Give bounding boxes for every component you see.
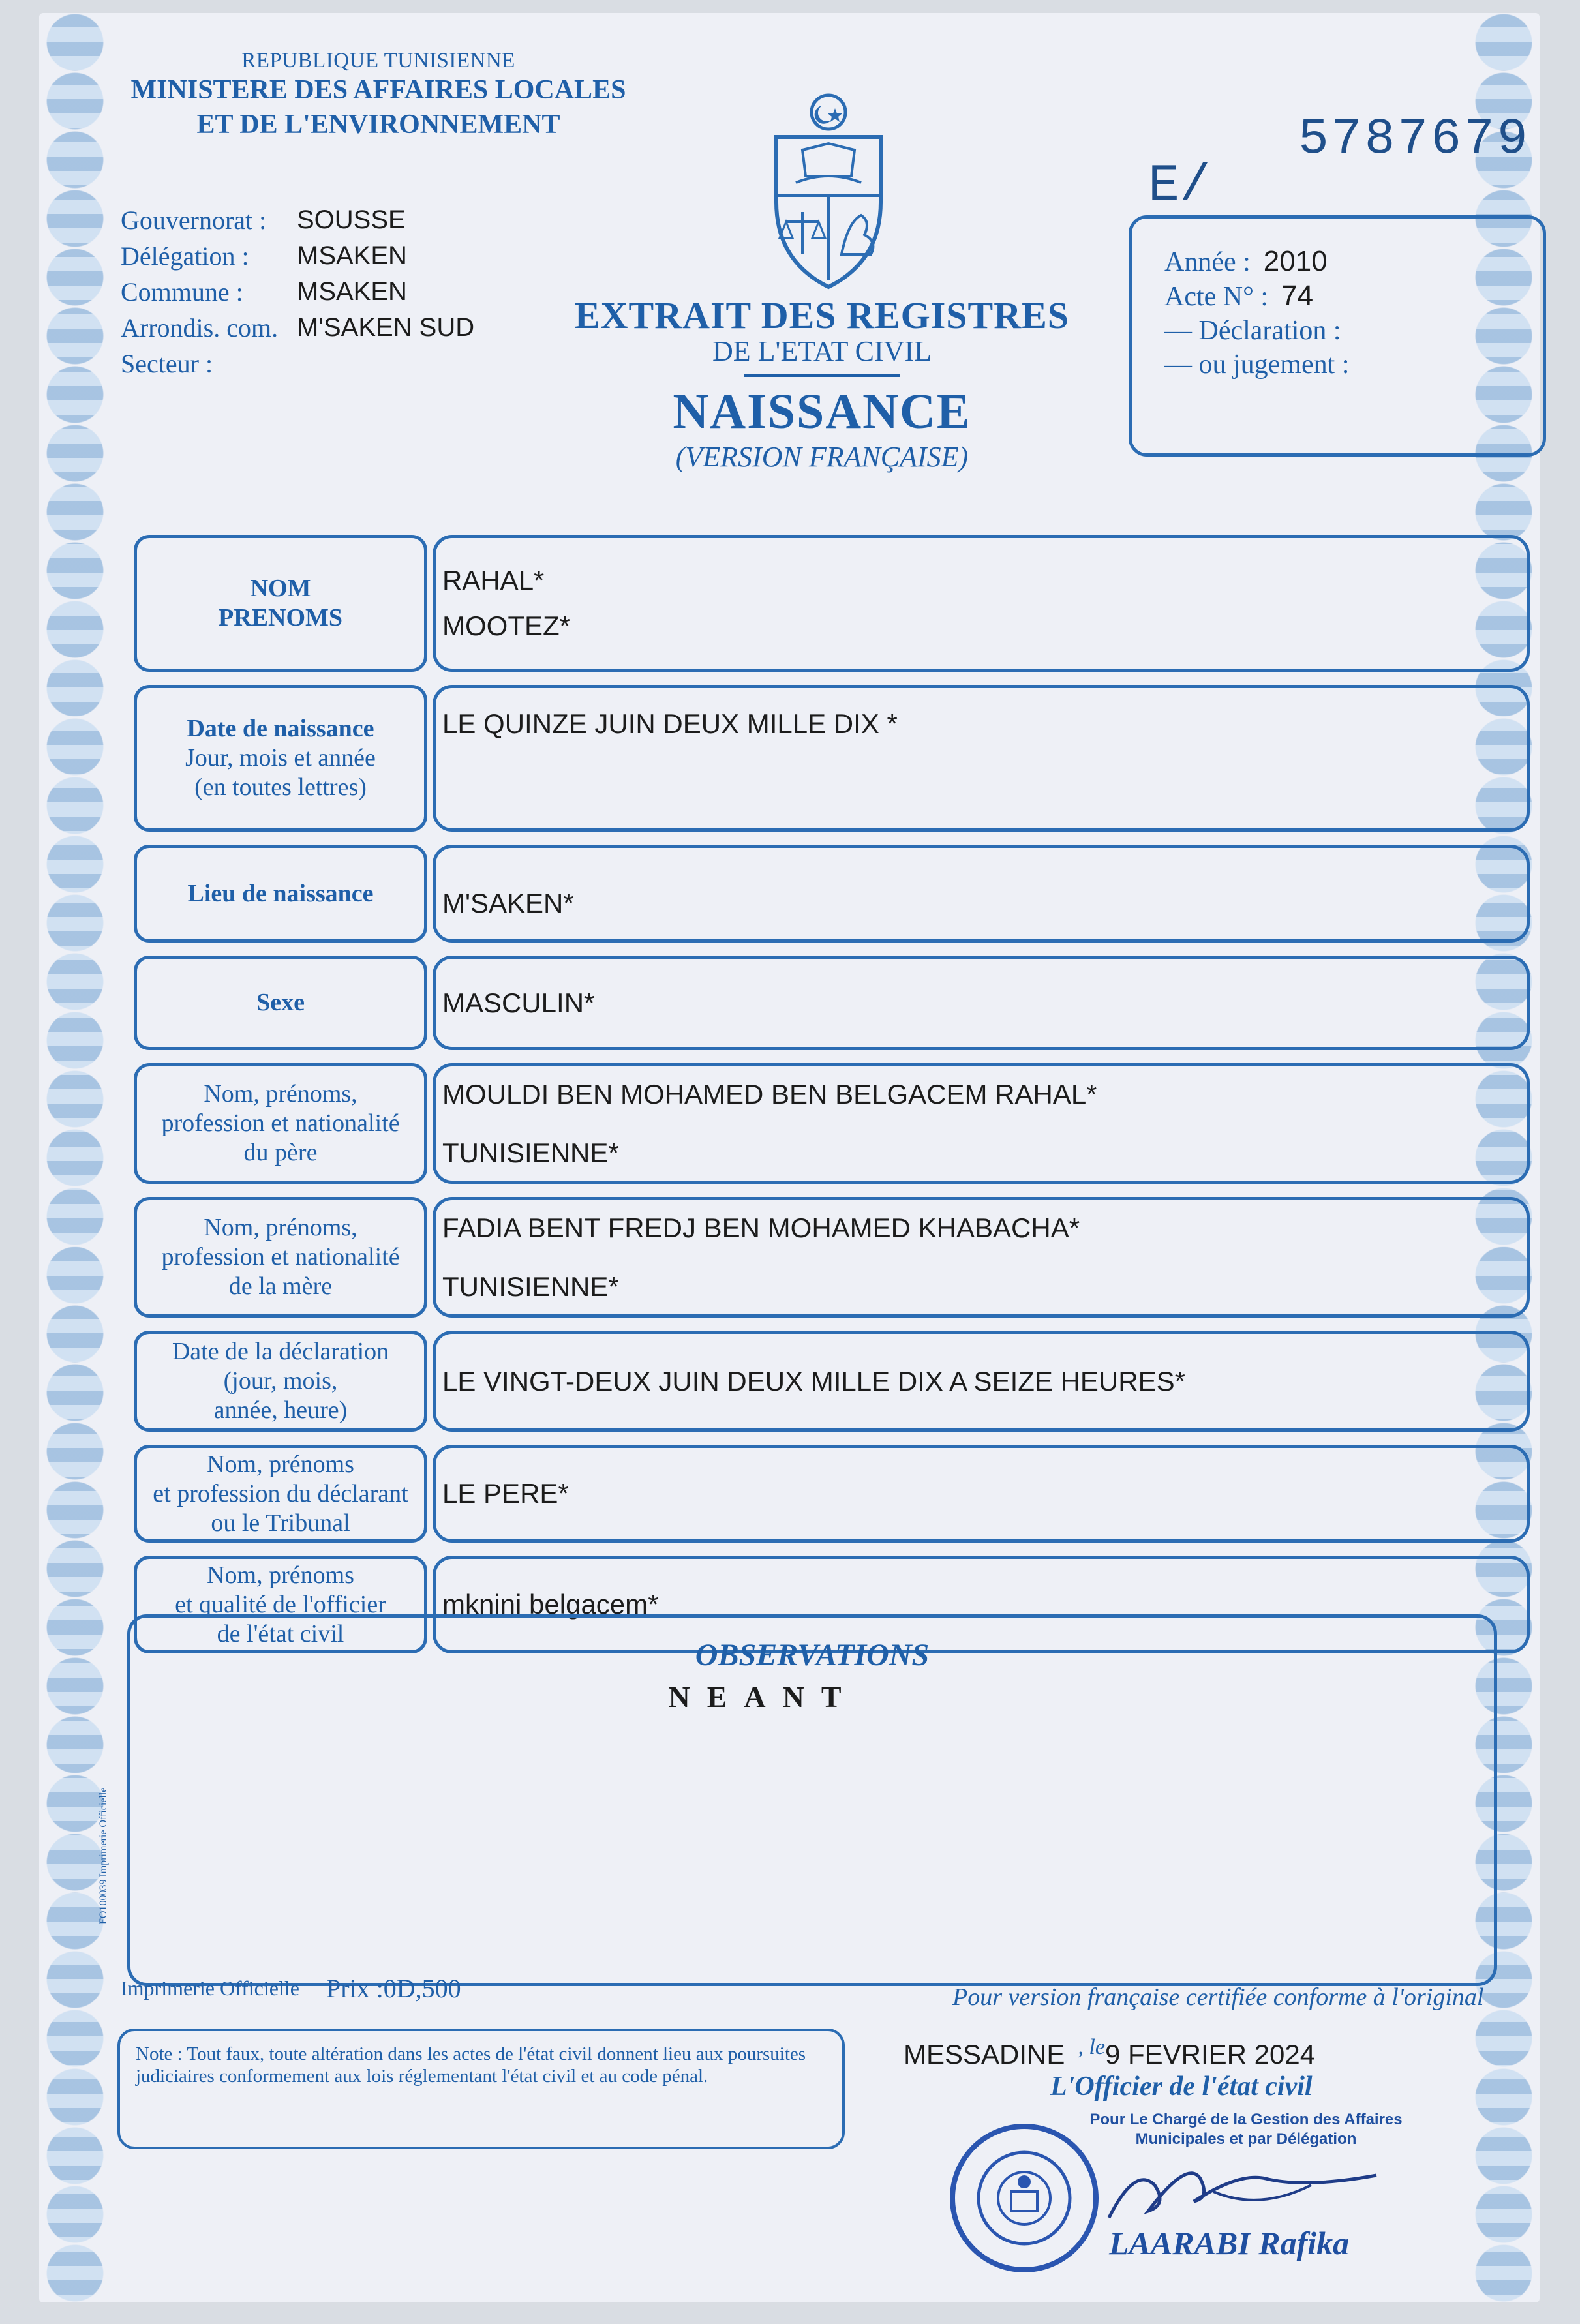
sexe-value: MASCULIN* bbox=[442, 987, 595, 1018]
lieu-label-text: Lieu de naissance bbox=[187, 879, 374, 907]
commune-value: MSAKEN bbox=[297, 277, 407, 306]
secteur-label: Secteur : bbox=[121, 349, 213, 378]
date-label-line-1: Date de naissance bbox=[187, 715, 374, 742]
officier-title: L'Officier de l'état civil bbox=[1050, 2072, 1313, 2102]
nom-value: RAHAL* bbox=[442, 565, 545, 596]
decl-label-line-3: année, heure) bbox=[213, 1396, 348, 1424]
row-date-naissance bbox=[134, 685, 1530, 832]
officier-label-line-1: Nom, prénoms bbox=[207, 1561, 354, 1589]
title-divider bbox=[744, 374, 900, 377]
decorative-border-left bbox=[39, 13, 111, 2302]
mere-label-line-1: Nom, prénoms, bbox=[204, 1214, 357, 1241]
nom-prenoms-field bbox=[433, 535, 1530, 672]
arrondissement-label: Arrondis. com. bbox=[121, 313, 279, 342]
date-naissance-value: LE QUINZE JUIN DEUX MILLE DIX * bbox=[442, 708, 898, 739]
commune-label: Commune : bbox=[121, 277, 243, 307]
title-line-1: EXTRAIT DES REGISTRES bbox=[574, 294, 1070, 337]
title-version: (VERSION FRANÇAISE) bbox=[675, 441, 969, 473]
legal-note: Note : Tout faux, toute altération dans les actes de l'état civil donnent lieu aux poursuites judiciaires conformement aux lois réglementant l'état civil et au code pénal. bbox=[117, 2029, 845, 2149]
mere-label-line-3: de la mère bbox=[228, 1273, 333, 1300]
ministry-line-2: ET DE L'ENVIRONNEMENT bbox=[196, 109, 560, 140]
delegation-label: Délégation : bbox=[121, 241, 249, 271]
declarant-label-line-3: ou le Tribunal bbox=[211, 1509, 350, 1537]
pere-nationality-value: TUNISIENNE* bbox=[442, 1137, 619, 1168]
prenoms-label: PRENOMS bbox=[219, 604, 342, 631]
lieu-naissance-field bbox=[433, 845, 1530, 943]
annee-value: 2010 bbox=[1263, 245, 1328, 277]
republic-label: REPUBLIQUE TUNISIENNE bbox=[241, 49, 515, 72]
pere-field bbox=[433, 1063, 1530, 1184]
declarant-label-line-2: et profession du déclarant bbox=[153, 1479, 408, 1507]
row-declarant bbox=[134, 1445, 1530, 1543]
declaration-label: — Déclaration : bbox=[1164, 316, 1341, 346]
printer-reference: FO100039 Imprimerie Officielle bbox=[98, 1787, 109, 1924]
date-label-line-3: (en toutes lettres) bbox=[194, 774, 367, 801]
mere-field bbox=[433, 1197, 1530, 1318]
sexe-label bbox=[134, 956, 427, 1050]
signer-name: LAARABI Rafika bbox=[1109, 2225, 1350, 2261]
signature-icon bbox=[1096, 2139, 1390, 2237]
declarant-label-line-1: Nom, prénoms bbox=[207, 1450, 354, 1478]
nom-prenoms-label bbox=[134, 535, 427, 672]
sexe-field bbox=[433, 956, 1530, 1050]
declarant-value: LE PERE* bbox=[442, 1478, 569, 1509]
delegation-value: MSAKEN bbox=[297, 241, 407, 270]
row-sexe bbox=[134, 956, 1530, 1050]
place-value: MESSADINE bbox=[904, 2039, 1065, 2070]
row-pere bbox=[134, 1063, 1530, 1184]
observations-title: OBSERVATIONS bbox=[695, 1638, 930, 1672]
stamp-caption-line-2: Municipales et par Délégation bbox=[1135, 2130, 1357, 2148]
date-naissance-label bbox=[134, 685, 427, 832]
ministry-line-1: MINISTERE DES AFFAIRES LOCALES bbox=[130, 75, 626, 105]
date-declaration-field bbox=[433, 1331, 1530, 1432]
mere-name-value: FADIA BENT FREDJ BEN MOHAMED KHABACHA* bbox=[442, 1212, 1080, 1243]
gouvernorat-value: SOUSSE bbox=[297, 205, 406, 234]
serial-prefix: E/ bbox=[1148, 157, 1211, 216]
officier-label-line-2: et qualité de l'officier bbox=[175, 1590, 386, 1618]
annee-label: Année : bbox=[1164, 247, 1251, 277]
le-label: , le bbox=[1078, 2035, 1105, 2059]
imprimerie-label: Imprimerie Officielle bbox=[121, 1976, 299, 2000]
arrondissement-value: M'SAKEN SUD bbox=[297, 313, 475, 342]
certification-text: Pour version française certifiée conforme à l'original bbox=[952, 1984, 1484, 2011]
coat-of-arms-icon bbox=[757, 91, 900, 294]
mere-nationality-value: TUNISIENNE* bbox=[442, 1271, 619, 1302]
row-nom-prenoms bbox=[134, 535, 1530, 672]
pere-label-line-3: du père bbox=[243, 1139, 318, 1166]
issuing-authority bbox=[111, 49, 646, 142]
serial-value: 5787679 bbox=[1298, 111, 1530, 168]
officier-label-line-3: de l'état civil bbox=[217, 1620, 344, 1648]
acte-label: Acte N° : bbox=[1164, 282, 1269, 312]
acte-info-box bbox=[1129, 215, 1546, 457]
gouvernorat-label: Gouvernorat : bbox=[121, 205, 267, 235]
certificate-fields bbox=[134, 535, 1530, 1667]
decl-label-line-2: (jour, mois, bbox=[223, 1367, 338, 1395]
declarant-label bbox=[134, 1445, 427, 1543]
prenoms-value: MOOTEZ* bbox=[442, 611, 570, 641]
pere-name-value: MOULDI BEN MOHAMED BEN BELGACEM RAHAL* bbox=[442, 1078, 1097, 1109]
pere-label bbox=[134, 1063, 427, 1184]
observations-value: NEANT bbox=[668, 1680, 858, 1713]
pere-label-line-1: Nom, prénoms, bbox=[204, 1080, 357, 1108]
price-label: Prix :0D,500 bbox=[326, 1974, 461, 2003]
mere-label-line-2: profession et nationalité bbox=[161, 1243, 400, 1271]
lieu-naissance-value: M'SAKEN* bbox=[442, 888, 574, 918]
official-stamp-icon bbox=[946, 2120, 1102, 2276]
row-lieu-naissance bbox=[134, 845, 1530, 943]
date-label-line-2: Jour, mois et année bbox=[185, 744, 376, 772]
date-naissance-field bbox=[433, 685, 1530, 832]
officier-value: mknini belgacem* bbox=[442, 1589, 659, 1620]
stamp-caption-line-1: Pour Le Chargé de la Gestion des Affaires bbox=[1089, 2111, 1403, 2128]
decl-label-line-1: Date de la déclaration bbox=[172, 1338, 389, 1365]
observations-box bbox=[127, 1614, 1497, 1986]
row-mere bbox=[134, 1197, 1530, 1318]
declarant-field bbox=[433, 1445, 1530, 1543]
pere-label-line-2: profession et nationalité bbox=[161, 1109, 400, 1137]
sexe-label-text: Sexe bbox=[256, 989, 305, 1016]
date-declaration-label bbox=[134, 1331, 427, 1432]
document-title bbox=[568, 294, 1076, 474]
date-declaration-value: LE VINGT-DEUX JUIN DEUX MILLE DIX A SEIZE HEURES* bbox=[442, 1365, 1185, 1396]
jugement-label: — ou jugement : bbox=[1164, 350, 1350, 380]
place-and-date bbox=[904, 2035, 1315, 2070]
acte-value: 74 bbox=[1281, 280, 1314, 312]
title-line-2: DE L'ETAT CIVIL bbox=[712, 335, 932, 367]
date-value: 9 FEVRIER 2024 bbox=[1104, 2039, 1316, 2070]
title-naissance: NAISSANCE bbox=[673, 384, 971, 439]
row-date-declaration bbox=[134, 1331, 1530, 1432]
lieu-naissance-label bbox=[134, 845, 427, 943]
administrative-info bbox=[121, 202, 474, 382]
nom-label: NOM bbox=[250, 575, 311, 602]
mere-label bbox=[134, 1197, 427, 1318]
